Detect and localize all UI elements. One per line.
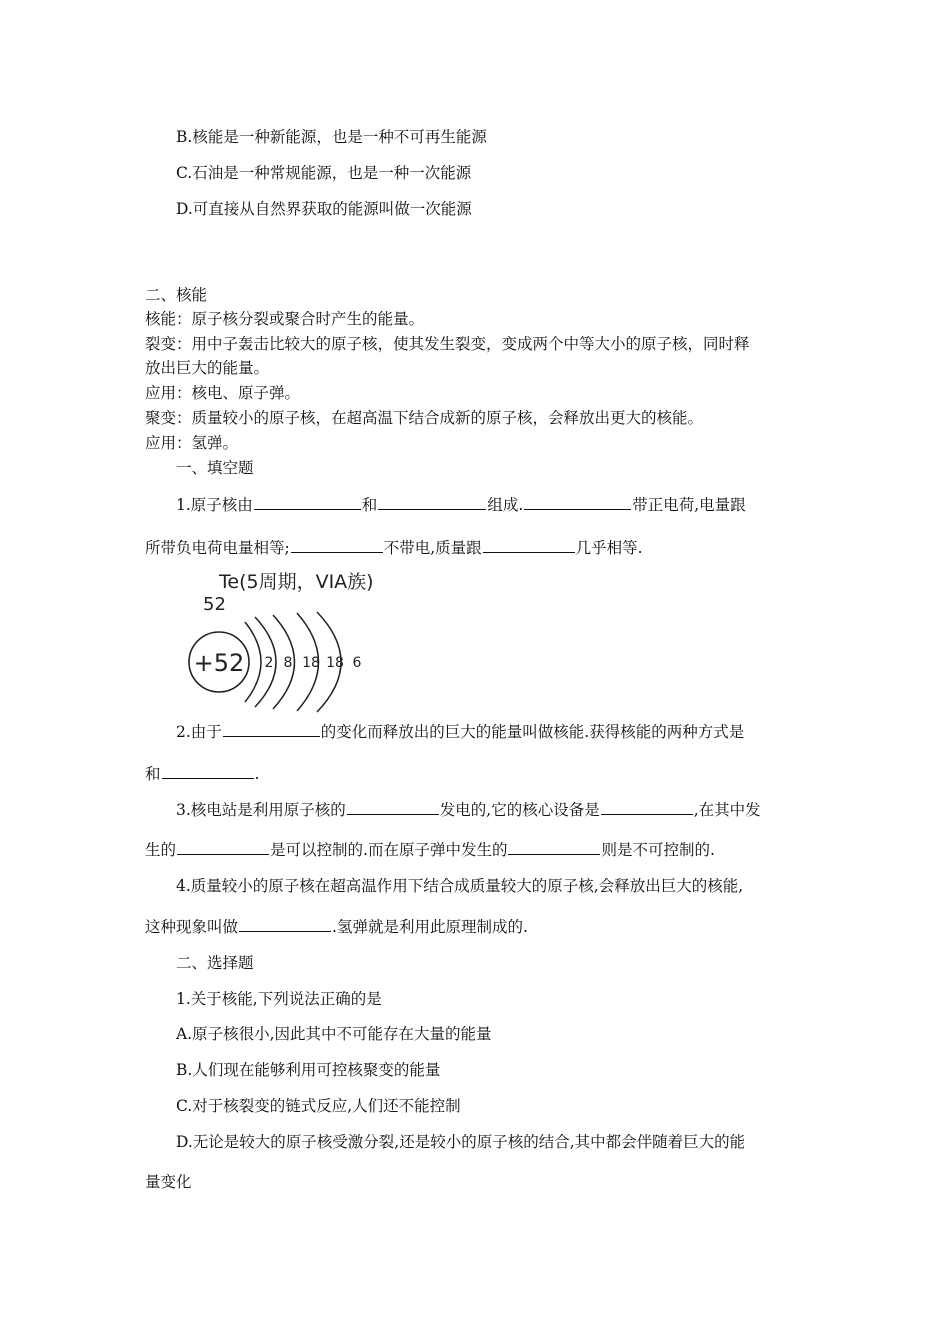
choice-option-b: B.人们现在能够利用可控核聚变的能量 bbox=[176, 1061, 441, 1079]
choice-q1: 1.关于核能,下列说法正确的是 bbox=[176, 990, 382, 1008]
q3-text-e: 是可以控制的.而在原子弹中发生的 bbox=[270, 841, 508, 859]
section-heading-nuclear: 二、核能 bbox=[145, 286, 208, 304]
option-c-prev: C.石油是一种常规能源，也是一种一次能源 bbox=[176, 164, 472, 182]
atomic-number: 52 bbox=[203, 594, 226, 615]
q1-text-d: 带正电荷,电量跟 bbox=[632, 496, 746, 514]
answer-blank bbox=[254, 494, 361, 510]
choice-heading: 二、选择题 bbox=[176, 954, 254, 972]
nucleus-charge: +52 bbox=[193, 649, 245, 677]
q4-text-b: 这种现象叫做 bbox=[145, 918, 239, 936]
fill-q3-line1 bbox=[176, 799, 761, 820]
answer-blank bbox=[291, 537, 383, 553]
choice-option-c: C.对于核裂变的链式反应,人们还不能控制 bbox=[176, 1097, 461, 1115]
fusion-text: 聚变：质量较小的原子核，在超高温下结合成新的原子核，会释放出更大的核能。 bbox=[145, 409, 704, 427]
q1-text-a: 1.原子核由 bbox=[176, 496, 253, 514]
answer-blank bbox=[601, 799, 693, 815]
answer-blank bbox=[483, 537, 575, 553]
answer-blank bbox=[508, 839, 600, 855]
fission-text-1: 裂变：用中子轰击比较大的原子核，使其发生裂变，变成两个中等大小的原子核，同时释 bbox=[145, 335, 750, 353]
choice-option-d-line1: D.无论是较大的原子核受激分裂,还是较小的原子核的结合,其中都会伴随着巨大的能 bbox=[176, 1133, 746, 1151]
fill-q1-line2 bbox=[145, 537, 643, 558]
answer-blank bbox=[239, 916, 331, 932]
shell-count-1: 2 bbox=[264, 655, 274, 671]
shell-electron-counts bbox=[265, 655, 362, 671]
q3-text-a: 3.核电站是利用原子核的 bbox=[176, 801, 346, 819]
q1-text-b: 和 bbox=[361, 496, 378, 514]
q2-text-a: 2.由于 bbox=[176, 723, 222, 741]
choice-option-d-line2: 量变化 bbox=[145, 1173, 192, 1191]
fill-q2-line2 bbox=[145, 763, 259, 784]
q3-text-d: 生的 bbox=[145, 841, 177, 859]
option-b-prev: B.核能是一种新能源，也是一种不可再生能源 bbox=[176, 128, 487, 146]
answer-blank bbox=[347, 799, 439, 815]
q1-text-f: 不带电,质量跟 bbox=[383, 539, 482, 557]
fill-q3-line2 bbox=[145, 839, 715, 860]
fill-q4-line1: 4.质量较小的原子核在超高温作用下结合成质量较大的原子核,会释放出巨大的核能, bbox=[176, 877, 744, 895]
q2-text-b: 的变化而释放出的巨大的能量叫做核能.获得核能的两种方式是 bbox=[320, 723, 745, 741]
q3-text-b: 发电的,它的核心设备是 bbox=[439, 801, 600, 819]
q3-text-f: 则是不可控制的. bbox=[601, 841, 715, 859]
element-title: Te(5周期，VIA族) bbox=[219, 571, 374, 593]
q1-text-g: 几乎相等. bbox=[575, 539, 643, 557]
shell-count-2: 8 bbox=[283, 655, 293, 671]
answer-blank bbox=[378, 494, 486, 510]
fill-q2-line1 bbox=[176, 721, 744, 742]
fill-q4-line2 bbox=[145, 916, 528, 937]
shell-count-5: 6 bbox=[352, 655, 362, 671]
shell-count-4: 18 bbox=[326, 655, 344, 671]
q3-text-c: ,在其中发 bbox=[693, 801, 761, 819]
q1-text-c: 组成. bbox=[487, 496, 524, 514]
choice-option-a: A.原子核很小,因此其中不可能存在大量的能量 bbox=[176, 1025, 492, 1043]
application-fission: 应用：核电、原子弹。 bbox=[145, 384, 301, 402]
answer-blank bbox=[177, 839, 269, 855]
option-d-prev: D.可直接从自然界获取的能源叫做一次能源 bbox=[176, 200, 472, 218]
shell-count-3: 18 bbox=[302, 655, 320, 671]
answer-blank bbox=[223, 721, 320, 737]
answer-blank bbox=[524, 494, 631, 510]
fill-heading: 一、填空题 bbox=[176, 459, 254, 477]
fission-text-2: 放出巨大的能量。 bbox=[145, 359, 270, 377]
application-fusion: 应用：氢弹。 bbox=[145, 434, 239, 452]
definition-nuclear-energy: 核能：原子核分裂或聚合时产生的能量。 bbox=[145, 310, 425, 328]
q2-text-c: 和 bbox=[145, 765, 161, 783]
q2-text-d: . bbox=[254, 765, 260, 783]
answer-blank bbox=[162, 763, 254, 779]
tellurium-atom-diagram bbox=[185, 568, 410, 718]
shell-arc-1 bbox=[245, 622, 261, 702]
fill-q1-line1 bbox=[176, 494, 746, 515]
q1-text-e: 所带负电荷电量相等; bbox=[145, 539, 290, 557]
q4-text-c: .氢弹就是利用此原理制成的. bbox=[332, 918, 528, 936]
